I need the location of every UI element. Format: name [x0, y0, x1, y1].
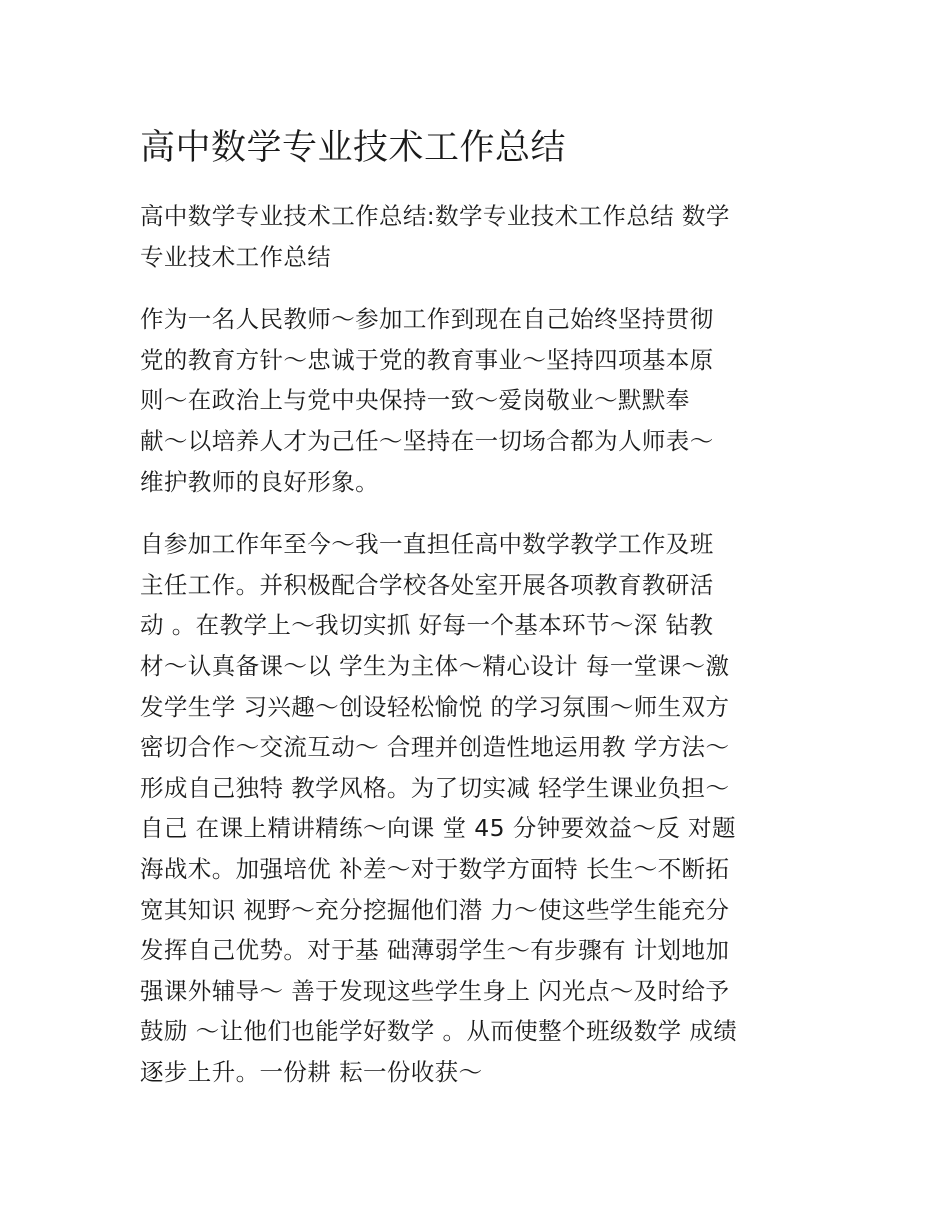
paragraph-line: 材～认真备课～以 学生为主体～精心设计 每一堂课～激 [140, 651, 730, 680]
paragraph-line: 专业技术工作总结 [140, 242, 332, 271]
paragraph-line: 逐步上升。一份耕 耘一份收获～ [140, 1057, 483, 1086]
paragraph-line: 宽其知识 视野～充分挖掘他们潜 力～使这些学生能充分 [140, 895, 730, 924]
paragraph-line: 自己 在课上精讲精练～向课 堂 45 分钟要效益～反 对题 [140, 814, 736, 843]
paragraph-line: 作为一名人民教师～参加工作到现在自己始终坚持贯彻 [140, 305, 714, 334]
paragraph-line: 强课外辅导～ 善于发现这些学生身上 闪光点～及时给予 [140, 976, 730, 1005]
body-paragraph-2 [140, 524, 812, 1092]
paragraph-line: 自参加工作年至今～我一直担任高中数学教学工作及班 [140, 530, 714, 559]
document-page [140, 122, 812, 1114]
paragraph-line: 海战术。加强培优 补差～对于数学方面特 长生～不断拓 [140, 854, 730, 883]
paragraph-line: 高中数学专业技术工作总结:数学专业技术工作总结 数学 [140, 202, 730, 230]
paragraph-line: 动 。在教学上～我切实抓 好每一个基本环节～深 钻教 [140, 611, 714, 640]
paragraph-line: 则～在政治上与党中央保持一致～爱岗敬业～默默奉 [140, 386, 690, 415]
paragraph-line: 献～以培养人才为己任～坚持在一切场合都为人师表～ [140, 426, 714, 455]
summary-paragraph [140, 196, 812, 277]
paragraph-line: 主任工作。并积极配合学校各处室开展各项教育教研活 [140, 570, 714, 599]
body-paragraph-1 [140, 299, 812, 502]
paragraph-line: 党的教育方针～忠诚于党的教育事业～坚持四项基本原 [140, 345, 714, 374]
paragraph-line: 发挥自己优势。对于基 础薄弱学生～有步骤有 计划地加 [140, 936, 730, 965]
paragraph-line: 发学生学 习兴趣～创设轻松愉悦 的学习氛围～师生双方 [140, 692, 730, 721]
paragraph-line: 密切合作～交流互动～ 合理并创造性地运用教 学方法～ [140, 733, 730, 762]
paragraph-line: 形成自己独特 教学风格。为了切实减 轻学生课业负担～ [140, 773, 730, 802]
paragraph-line: 鼓励 ～让他们也能学好数学 。从而使整个班级数学 成绩 [140, 1017, 738, 1046]
paragraph-line: 维护教师的良好形象。 [140, 467, 379, 496]
document-title: 高中数学专业技术工作总结 [140, 128, 567, 168]
